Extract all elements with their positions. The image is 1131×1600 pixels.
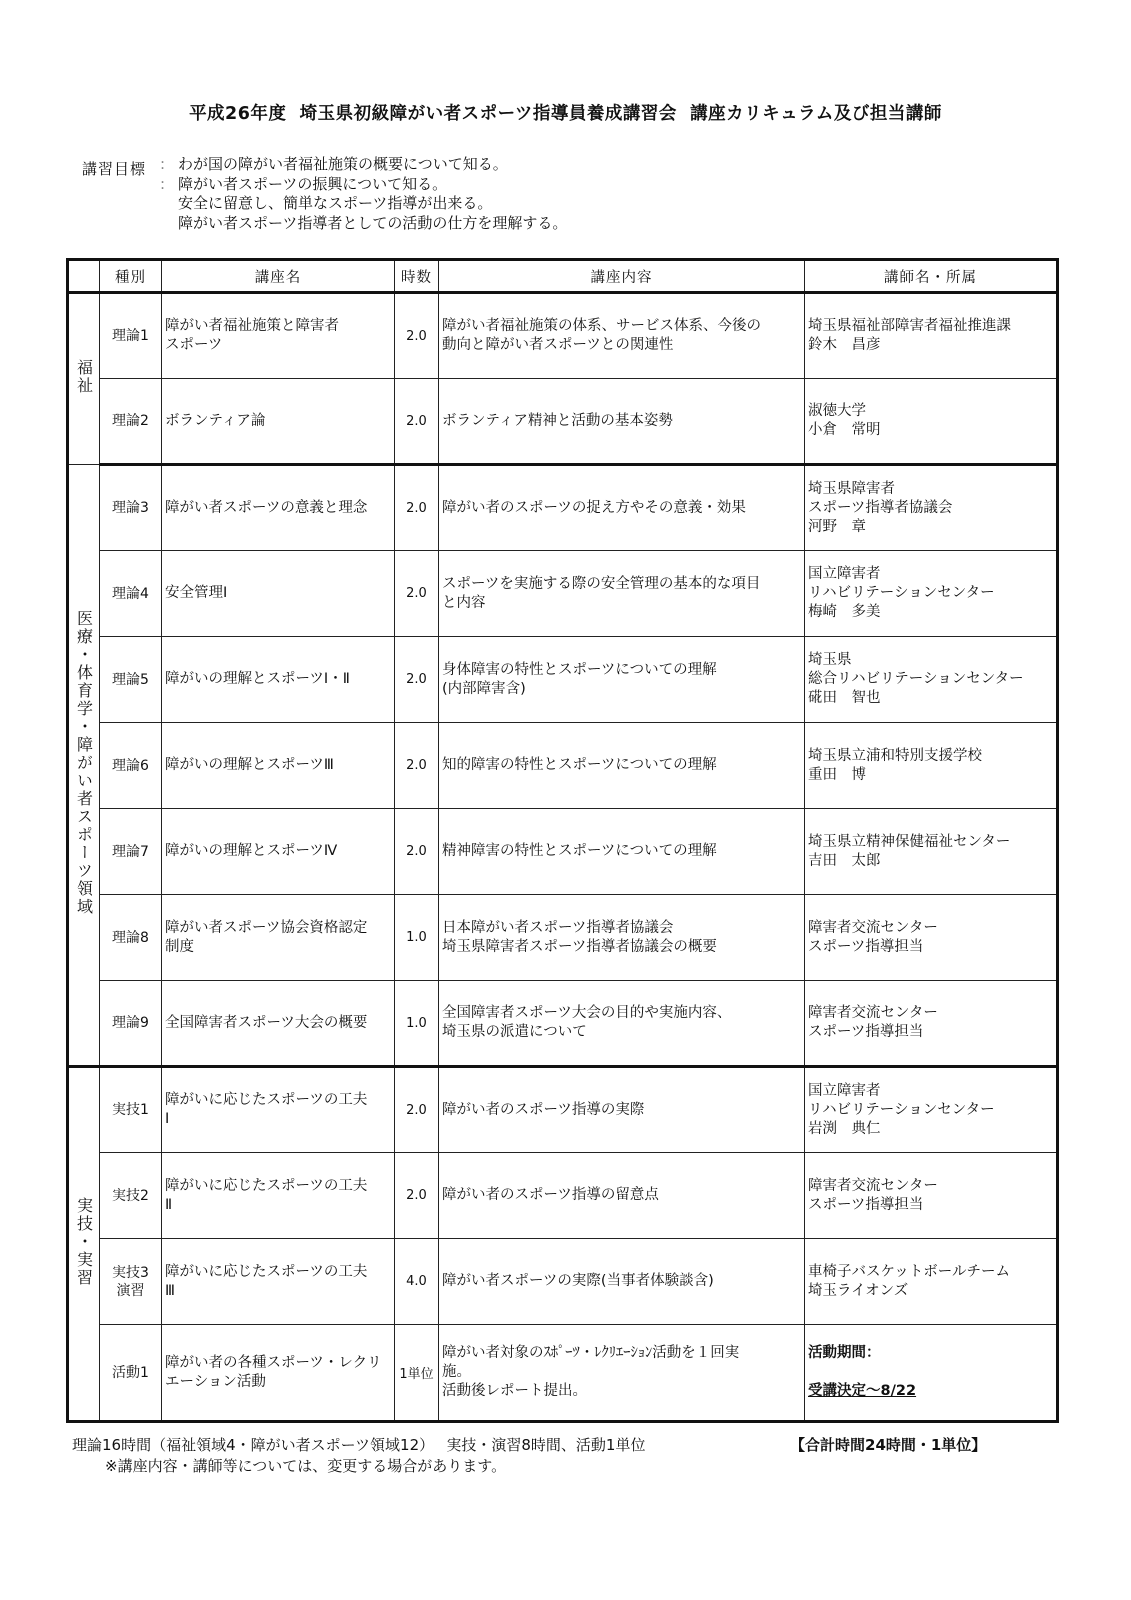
- group-cell-practice: [68, 1067, 100, 1422]
- course-name-cell: 全国障害者スポーツ大会の概要: [162, 981, 395, 1067]
- course-name-cell: ボランティア論: [162, 379, 395, 465]
- goal-item: 安全に留意し、簡単なスポーツ指導が出来る。: [178, 194, 493, 212]
- course-name-cell: 障がい者スポーツの意義と理念: [162, 465, 395, 551]
- content-cell: 精神障害の特性とスポーツについての理解: [439, 809, 805, 895]
- group-label: 医療・体育学・障がい者スポーツ領域: [74, 610, 94, 916]
- table-row: [68, 1067, 1058, 1153]
- hours-cell: 1単位: [395, 1325, 439, 1422]
- footer-note: ※講座内容・講師等については、変更する場合があります。: [105, 1457, 507, 1475]
- type-cell: 実技2: [100, 1153, 162, 1239]
- instructor-cell: [805, 1325, 1058, 1422]
- content-cell: 障がい者福祉施策の体系、サービス体系、今後の 動向と障がい者スポーツとの関連性: [439, 293, 805, 379]
- curriculum-table: [66, 258, 1059, 1423]
- content-cell: 障がい者のスポーツ指導の留意点: [439, 1153, 805, 1239]
- header-content: 講座内容: [439, 260, 805, 293]
- content-cell: 障がい者のスポーツ指導の実際: [439, 1067, 805, 1153]
- hours-cell: 4.0: [395, 1239, 439, 1325]
- type-cell: 実技1: [100, 1067, 162, 1153]
- hours-cell: 2.0: [395, 1067, 439, 1153]
- type-cell: 理論6: [100, 723, 162, 809]
- header-instructor: 講師名・所属: [805, 260, 1058, 293]
- course-name-cell: 障がいの理解とスポーツⅣ: [162, 809, 395, 895]
- content-cell: 知的障害の特性とスポーツについての理解: [439, 723, 805, 809]
- table-row: [68, 1239, 1058, 1325]
- instructor-cell: 国立障害者 リハビリテーションセンター 岩渕 典仁: [805, 1067, 1058, 1153]
- content-cell: ボランティア精神と活動の基本姿勢: [439, 379, 805, 465]
- type-cell: 理論9: [100, 981, 162, 1067]
- type-cell: 理論4: [100, 551, 162, 637]
- group-label: 実技・実習: [74, 1197, 94, 1287]
- type-cell: 理論2: [100, 379, 162, 465]
- table-row: [68, 551, 1058, 637]
- instructor-cell: 埼玉県立浦和特別支援学校 重田 博: [805, 723, 1058, 809]
- instructor-cell: 埼玉県障害者 スポーツ指導者協議会 河野 章: [805, 465, 1058, 551]
- course-name-cell: 障がい者福祉施策と障害者 スポーツ: [162, 293, 395, 379]
- table-row: [68, 1153, 1058, 1239]
- instructor-cell: 障害者交流センター スポーツ指導担当: [805, 1153, 1058, 1239]
- goal-item: : 障がい者スポーツの振興について知る。: [160, 175, 567, 195]
- goal-item: 障がい者スポーツ指導者としての活動の仕方を理解する。: [178, 213, 568, 232]
- instructor-cell: 埼玉県 総合リハビリテーションセンター 硴田 智也: [805, 637, 1058, 723]
- content-cell: スポーツを実施する際の安全管理の基本的な項目 と内容: [439, 551, 805, 637]
- table-row: [68, 465, 1058, 551]
- course-name-cell: 障がい者の各種スポーツ・レクリ エーション活動: [162, 1325, 395, 1422]
- table-row: [68, 637, 1058, 723]
- type-cell: 理論7: [100, 809, 162, 895]
- instructor-cell: 埼玉県立精神保健福祉センター 吉田 太郎: [805, 809, 1058, 895]
- header-hours: 時数: [395, 260, 439, 293]
- table-row: [68, 293, 1058, 379]
- group-cell-medical: [68, 465, 100, 1067]
- table-row: [68, 981, 1058, 1067]
- type-cell: 理論3: [100, 465, 162, 551]
- goal-item: : わが国の障がい者福祉施策の概要について知る。: [160, 155, 567, 175]
- activity-period-value: 受講決定～8/22: [808, 1383, 917, 1399]
- group-label: 福祉: [74, 359, 94, 395]
- hours-cell: 1.0: [395, 981, 439, 1067]
- hours-cell: 2.0: [395, 723, 439, 809]
- content-cell: 障がい者のスポーツの捉え方やその意義・効果: [439, 465, 805, 551]
- table-row: [68, 895, 1058, 981]
- instructor-cell: 埼玉県福祉部障害者福祉推進課 鈴木 昌彦: [805, 293, 1058, 379]
- header-course-name: 講座名: [162, 260, 395, 293]
- content-cell: 日本障がい者スポーツ指導者協議会 埼玉県障害者スポーツ指導者協議会の概要: [439, 895, 805, 981]
- type-cell: 理論8: [100, 895, 162, 981]
- course-name-cell: 障がいに応じたスポーツの工夫 Ⅱ: [162, 1153, 395, 1239]
- content-cell: 障がい者スポーツの実際(当事者体験談含): [439, 1239, 805, 1325]
- table-row: [68, 723, 1058, 809]
- table-row: [68, 809, 1058, 895]
- instructor-cell: 障害者交流センター スポーツ指導担当: [805, 981, 1058, 1067]
- hours-cell: 2.0: [395, 637, 439, 723]
- content-cell: 全国障害者スポーツ大会の目的や実施内容、 埼玉県の派遣について: [439, 981, 805, 1067]
- instructor-cell: 車椅子バスケットボールチーム 埼玉ライオンズ: [805, 1239, 1058, 1325]
- goals-label: 講習目標: [82, 160, 147, 178]
- instructor-cell: 障害者交流センター スポーツ指導担当: [805, 895, 1058, 981]
- group-cell-welfare: [68, 293, 100, 465]
- type-cell: 理論1: [100, 293, 162, 379]
- table-row: [68, 379, 1058, 465]
- header-area: [68, 260, 100, 293]
- hours-cell: 1.0: [395, 895, 439, 981]
- type-cell: 理論5: [100, 637, 162, 723]
- type-cell: 実技3 演習: [100, 1239, 162, 1325]
- course-name-cell: 障がいに応じたスポーツの工夫 Ⅲ: [162, 1239, 395, 1325]
- type-cell: 活動1: [100, 1325, 162, 1422]
- instructor-cell: 国立障害者 リハビリテーションセンター 梅崎 多美: [805, 551, 1058, 637]
- hours-cell: 2.0: [395, 809, 439, 895]
- content-cell: 障がい者対象のｽﾎﾟｰﾂ・ﾚｸﾘｴｰｼｮﾝ活動を１回実 施。 活動後レポート提出。: [439, 1325, 805, 1422]
- footer-total: 【合計時間24時間・1単位】: [790, 1436, 987, 1454]
- hours-cell: 2.0: [395, 1153, 439, 1239]
- hours-cell: 2.0: [395, 465, 439, 551]
- content-cell: 身体障害の特性とスポーツについての理解 (内部障害含): [439, 637, 805, 723]
- course-name-cell: 障がい者スポーツ協会資格認定 制度: [162, 895, 395, 981]
- course-name-cell: 障がいに応じたスポーツの工夫 Ⅰ: [162, 1067, 395, 1153]
- hours-cell: 2.0: [395, 293, 439, 379]
- course-name-cell: 安全管理Ⅰ: [162, 551, 395, 637]
- instructor-cell: 淑徳大学 小倉 常明: [805, 379, 1058, 465]
- course-name-cell: 障がいの理解とスポーツⅠ・Ⅱ: [162, 637, 395, 723]
- activity-period-label: 活動期間：: [808, 1345, 881, 1361]
- header-type: 種別: [100, 260, 162, 293]
- table-row: [68, 1325, 1058, 1422]
- table-header-row: [68, 260, 1058, 293]
- hours-cell: 2.0: [395, 551, 439, 637]
- hours-cell: 2.0: [395, 379, 439, 465]
- goals-list: [160, 155, 567, 233]
- footer-summary: 理論16時間（福祉領域4・障がい者スポーツ領域12） 実技・演習8時間、活動1単位: [72, 1436, 646, 1454]
- page-title: 平成26年度 埼玉県初級障がい者スポーツ指導員養成講習会 講座カリキュラム及び担当講師: [189, 104, 942, 124]
- course-name-cell: 障がいの理解とスポーツⅢ: [162, 723, 395, 809]
